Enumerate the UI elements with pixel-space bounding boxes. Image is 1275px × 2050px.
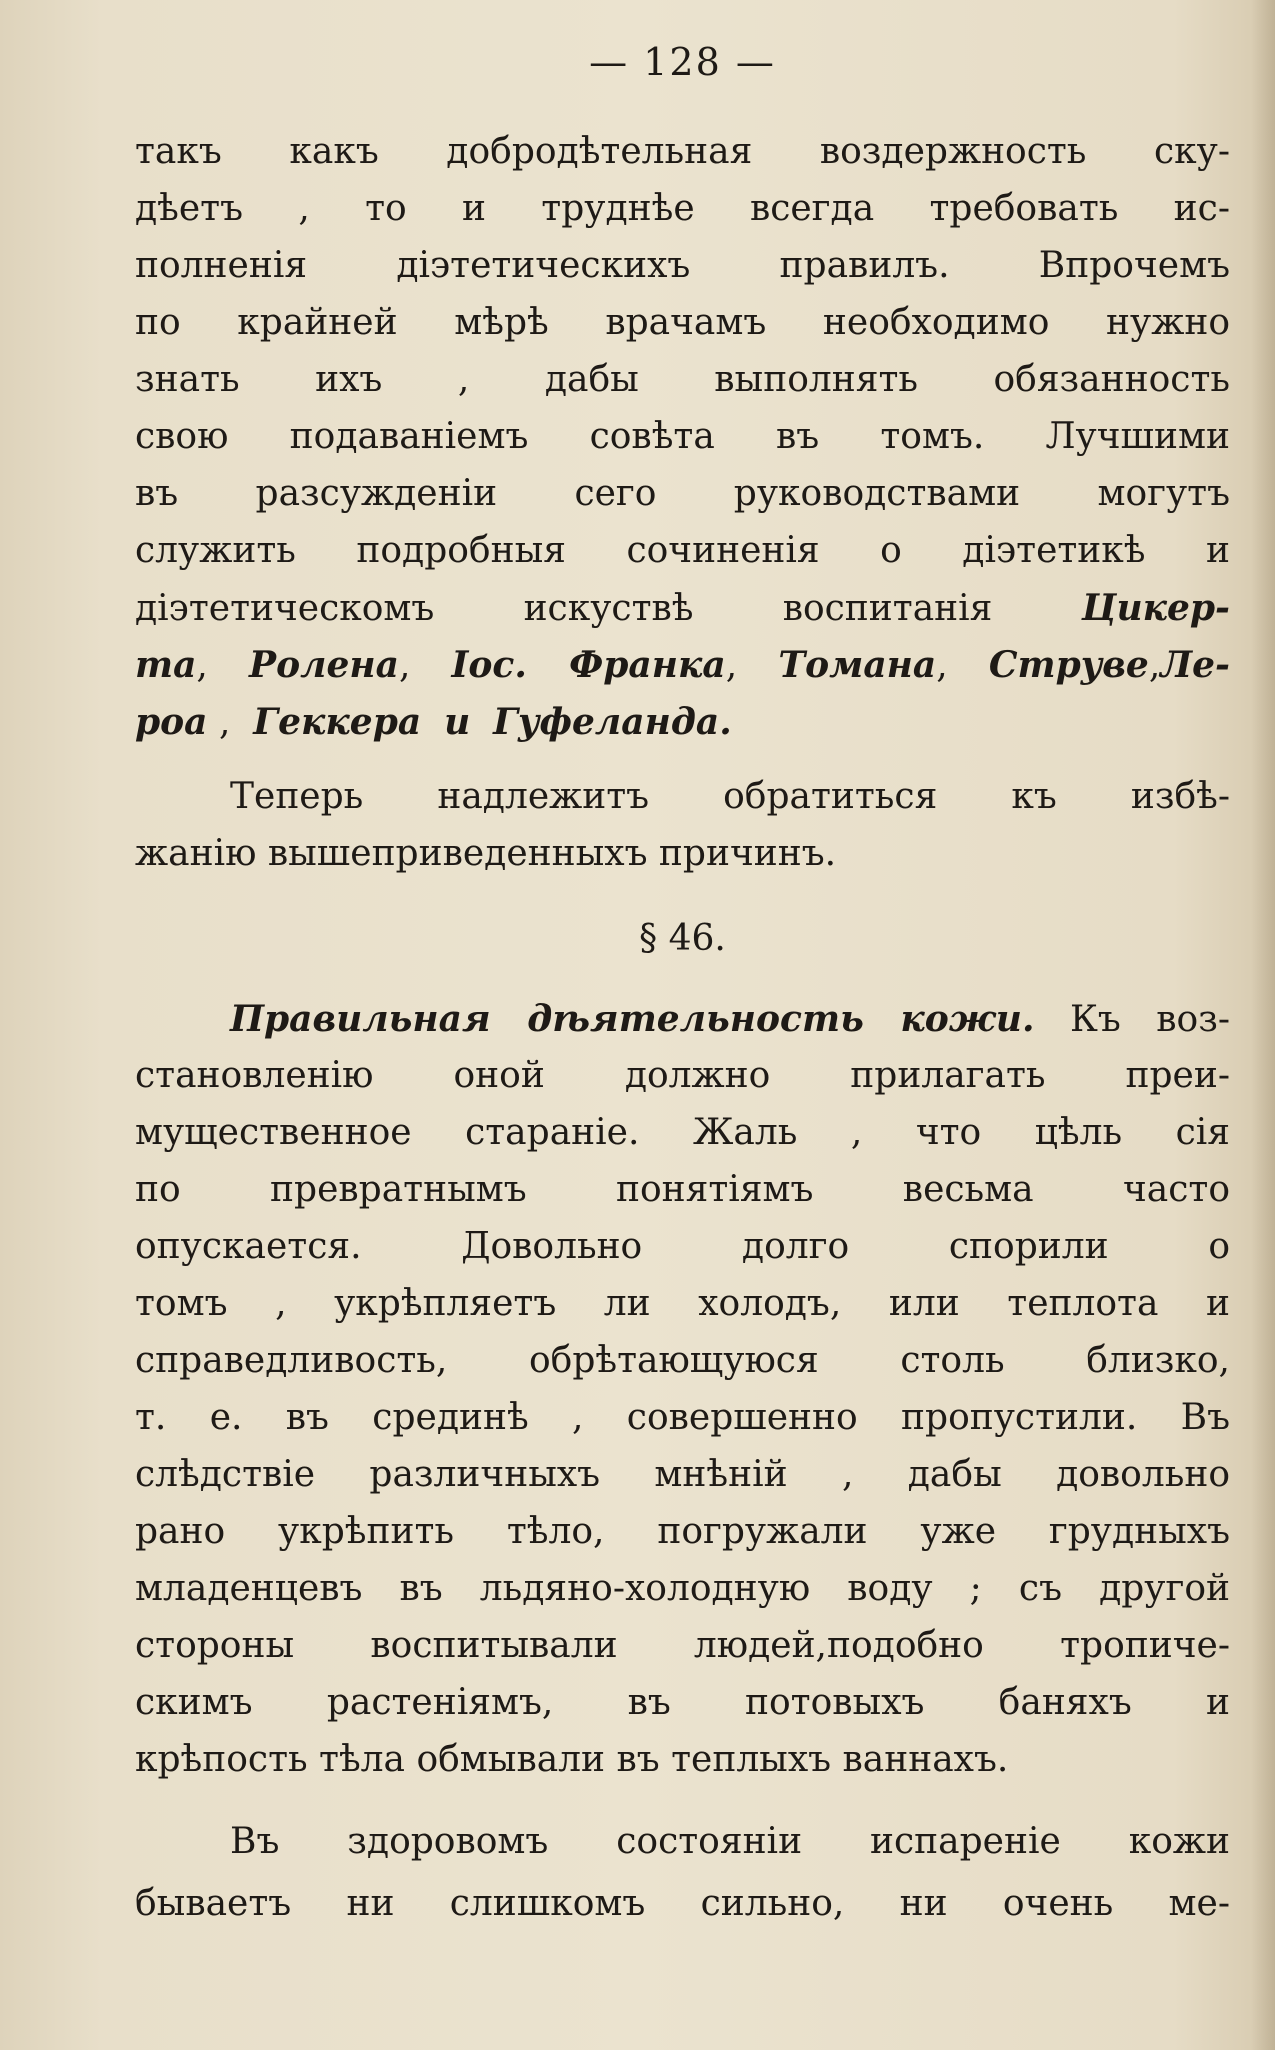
author-name: Томана xyxy=(778,644,937,686)
page-edge-shadow xyxy=(1251,0,1275,2050)
text-line xyxy=(135,584,1230,633)
author-name: Гуфеланда. xyxy=(493,701,732,743)
text-line: рано укрѣпить тѣло, погружали уже грудныхъ xyxy=(135,1511,1230,1552)
text-line: знать ихъ , дабы выполнять обязанность xyxy=(135,359,1230,400)
author-name: Геккера xyxy=(253,701,422,743)
text-line: бываетъ ни слишкомъ сильно, ни очень ме- xyxy=(135,1883,1230,1924)
author-name: Струве xyxy=(988,644,1149,686)
text-line xyxy=(135,995,1230,1044)
text-line: справедливость, обрѣтающуюся столь близко, xyxy=(135,1340,1230,1381)
text-line: т. е. въ срединѣ , совершенно пропустили. Въ xyxy=(135,1397,1230,1438)
text-line: въ разсужденіи сего руководствами могутъ xyxy=(135,473,1230,514)
text-line: опускается. Довольно долго спорили о xyxy=(135,1226,1230,1267)
text-line: дѣетъ , то и труднѣе всегда требовать ис- xyxy=(135,188,1230,229)
text-line: свою подаваніемъ совѣта въ томъ. Лучшими xyxy=(135,416,1230,457)
text-line: становленію оной должно прилагать преи- xyxy=(135,1055,1230,1096)
text-fragment: Къ воз- xyxy=(1070,999,1230,1040)
author-name: Іос. Франка xyxy=(451,644,726,686)
text-line: по крайней мѣрѣ врачамъ необходимо нужно xyxy=(135,302,1230,343)
author-name: Ролена xyxy=(249,644,399,686)
section-heading: § 46. xyxy=(639,918,726,959)
author-name: Цикер- xyxy=(1081,587,1230,629)
text-line: служить подробныя сочиненія о діэтетикѣ и xyxy=(135,530,1230,571)
text-line: томъ , укрѣпляетъ ли холодъ, или теплота и xyxy=(135,1283,1230,1324)
text-line: слѣдствіе различныхъ мнѣній , дабы довольно xyxy=(135,1454,1230,1495)
text-line: жанію вышеприведенныхъ причинъ. xyxy=(135,833,837,874)
text-line: крѣпость тѣла обмывали въ теплыхъ ваннахъ. xyxy=(135,1739,1009,1780)
text-line: по превратнымъ понятіямъ весьма часто xyxy=(135,1169,1230,1210)
text-line: младенцевъ въ льдяно-холодную воду ; съ другой xyxy=(135,1568,1230,1609)
conjunction: и xyxy=(444,701,471,743)
text-line: та, Ролена, Іос. Франка, Томана, Струве,Ле- xyxy=(135,644,1230,686)
text-fragment: діэтетическомъ искуствѣ воспитанія xyxy=(135,588,993,629)
text-line: Теперь надлежитъ обратиться къ избѣ- xyxy=(230,776,1230,817)
text-line: мущественное стараніе. Жаль , что цѣль сія xyxy=(135,1112,1230,1153)
author-name: Ле- xyxy=(1160,644,1230,686)
author-name: роа xyxy=(135,701,208,743)
author-name: та xyxy=(135,644,197,686)
text-line: такъ какъ добродѣтельная воздержность ску- xyxy=(135,131,1230,172)
paragraph-title: Правильная дѣятельность кожи. xyxy=(230,998,1035,1040)
text-line: роа , Геккера и Гуфеланда. xyxy=(135,701,732,743)
text-line: скимъ растеніямъ, въ потовыхъ баняхъ и xyxy=(135,1682,1230,1723)
text-line: Въ здоровомъ состояніи испареніе кожи xyxy=(230,1821,1230,1862)
text-line: стороны воспитывали людей,подобно тропиче- xyxy=(135,1625,1230,1666)
text-line: полненія діэтетическихъ правилъ. Впрочемъ xyxy=(135,245,1230,286)
page-number: — 128 — xyxy=(589,40,776,84)
